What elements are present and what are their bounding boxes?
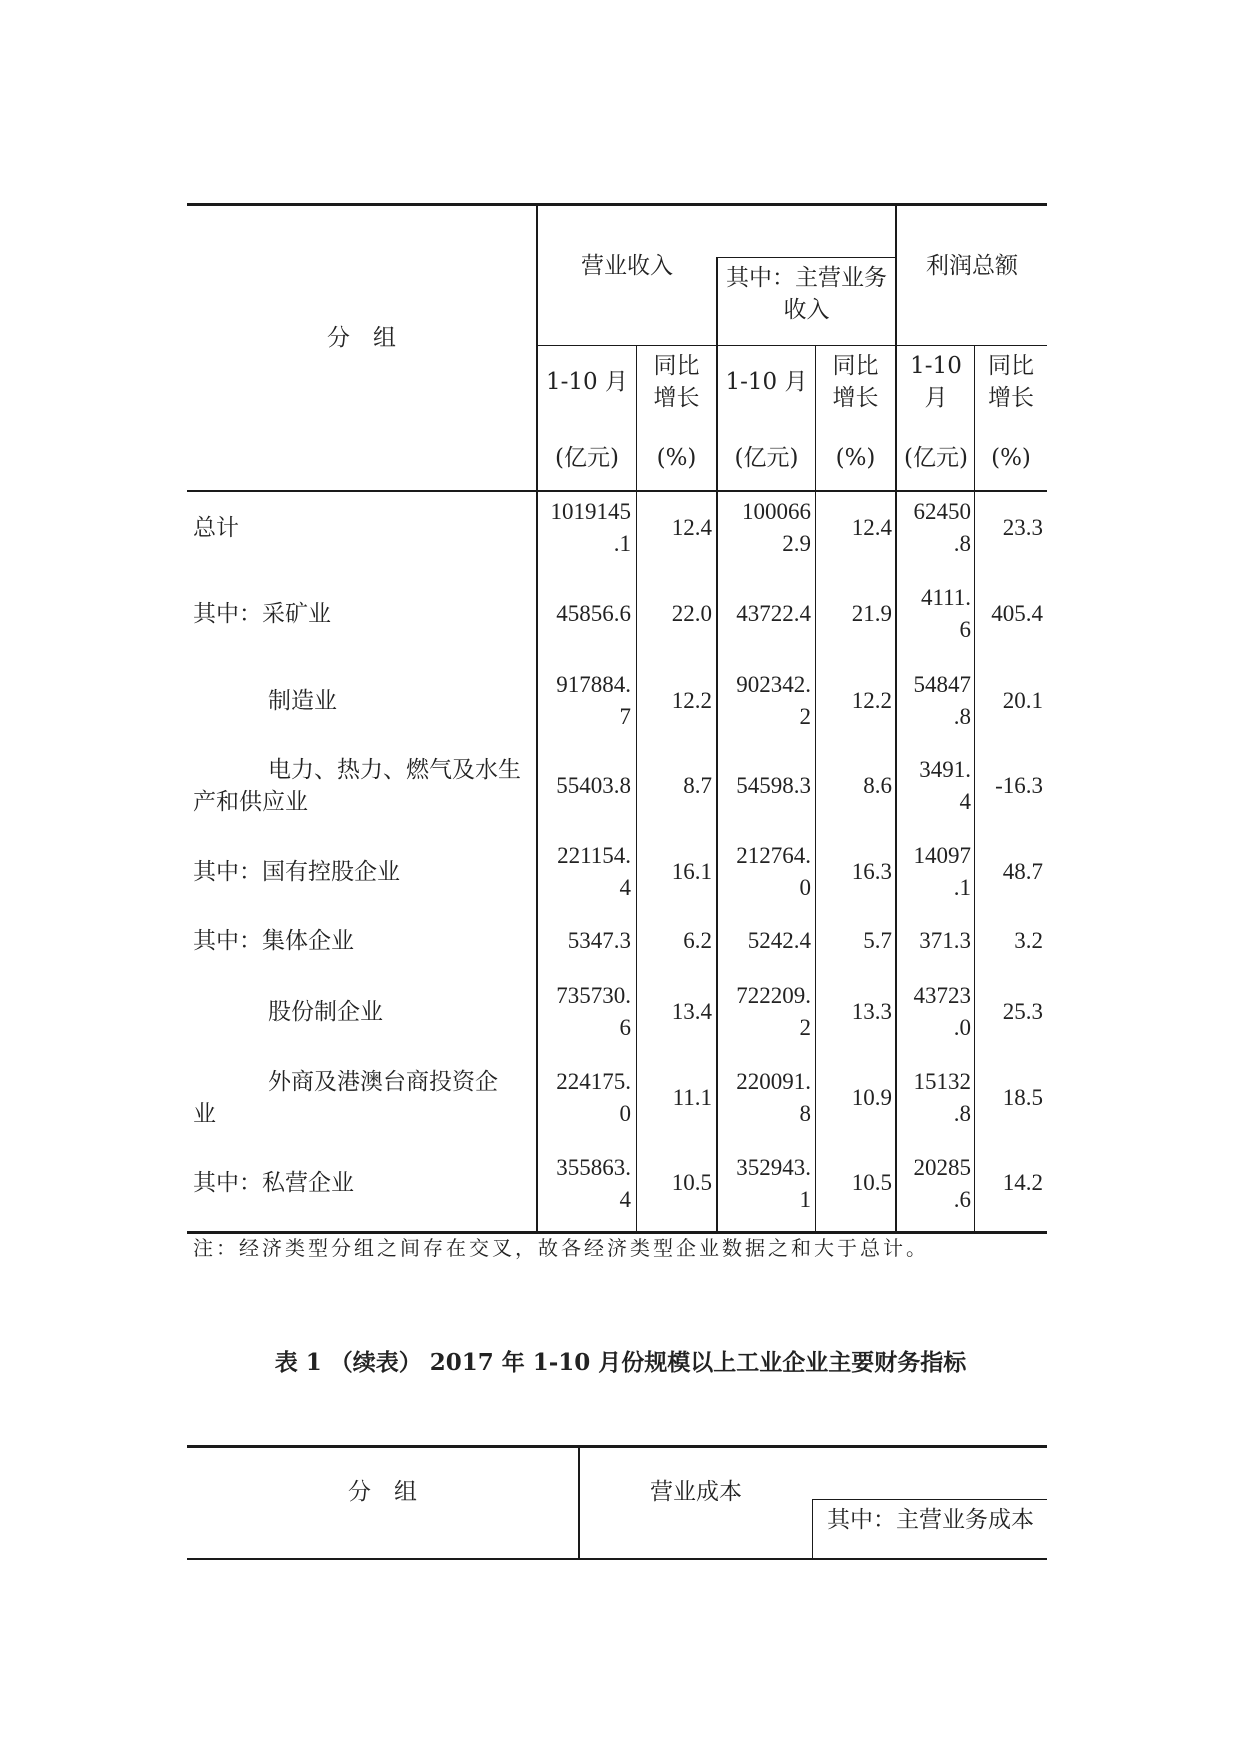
table1-footnote: 注：经济类型分组之间存在交叉，故各经济类型企业数据之和大于总计。 [193, 1236, 929, 1260]
cell-main-growth: 10.5 [851, 1170, 892, 1195]
cell-pro-amount: 54847 .8 [913, 672, 971, 729]
table2-vline-b [812, 1499, 813, 1559]
table2-title: 表 1 （续表） 2017 年 1-10 月份规模以上工业企业主要财务指标 [274, 1349, 967, 1376]
row-label: 其中：集体企业 [193, 928, 354, 954]
cell-main-growth: 10.9 [851, 1085, 892, 1110]
table2-bottom-rule [187, 1558, 1047, 1560]
cell-rev-growth: 16.1 [671, 859, 712, 884]
row-label: 其中：私营企业 [193, 1170, 354, 1196]
cell-pro-amount: 62450 .8 [913, 499, 971, 556]
cell-main-growth: 13.3 [851, 999, 892, 1024]
cell-rev-amount: 355863. 4 [556, 1155, 631, 1212]
unit-rev-pct: (%) [656, 445, 697, 471]
cell-rev-growth: 22.0 [671, 601, 712, 626]
cell-pro-amount: 14097 .1 [913, 843, 971, 900]
row-label: 其中：采矿业 [193, 601, 331, 627]
cell-rev-amount: 1019145 .1 [550, 499, 631, 556]
table1-group-header: 分 组 [327, 325, 396, 351]
cell-main-amount: 722209. 2 [736, 983, 811, 1040]
cell-pro-amount: 20285 .6 [913, 1155, 971, 1212]
table2-group-header: 分 组 [348, 1479, 417, 1505]
cell-pro-growth: 23.3 [1002, 515, 1043, 540]
cell-rev-growth: 6.2 [683, 928, 712, 953]
cell-pro-growth: 405.4 [991, 601, 1043, 626]
cell-main-growth: 8.6 [863, 773, 892, 798]
header-revenue: 营业收入 [581, 253, 673, 279]
cell-rev-amount: 917884. 7 [556, 672, 631, 729]
cell-pro-amount: 3491. 4 [919, 757, 971, 814]
cell-rev-amount: 5347.3 [567, 928, 631, 953]
unit-main-amount: (亿元) [734, 445, 799, 471]
cell-rev-amount: 224175. 0 [556, 1069, 631, 1126]
cell-pro-growth: 20.1 [1002, 688, 1043, 713]
table2-header-main-cost: 其中：主营业务成本 [827, 1507, 1034, 1533]
table1-header-rule [187, 490, 1047, 492]
sub-main-growth: 同比 增长 [832, 353, 879, 411]
header-profit: 利润总额 [926, 253, 1018, 279]
cell-rev-growth: 13.4 [671, 999, 712, 1024]
row-label: 外商及港澳台商投资企 业 [193, 1069, 498, 1127]
unit-pro-amount: (亿元) [904, 445, 968, 471]
cell-main-growth: 12.4 [851, 515, 892, 540]
table2-sub-rule [813, 1499, 1047, 1500]
sub-pro-period: 1-10 月 [910, 353, 962, 411]
table2-header-cost: 营业成本 [650, 1479, 742, 1505]
cell-main-amount: 5242.4 [747, 928, 811, 953]
cell-pro-growth: -16.3 [995, 773, 1043, 798]
cell-main-growth: 12.2 [851, 688, 892, 713]
row-label: 其中：国有控股企业 [193, 859, 400, 885]
cell-pro-growth: 3.2 [1014, 928, 1043, 953]
cell-rev-growth: 12.2 [671, 688, 712, 713]
cell-rev-growth: 11.1 [672, 1085, 712, 1110]
cell-pro-growth: 18.5 [1002, 1085, 1043, 1110]
table1-top-rule [187, 203, 1047, 206]
row-label: 制造业 [268, 688, 337, 714]
cell-main-amount: 212764. 0 [736, 843, 811, 900]
sub-rev-growth: 同比 增长 [653, 353, 700, 411]
cell-pro-growth: 14.2 [1002, 1170, 1043, 1195]
cell-main-amount: 54598.3 [736, 773, 811, 798]
sub-rev-period: 1-10 月 [546, 369, 628, 395]
table1-mid-rule-main [717, 257, 897, 258]
row-label: 总计 [193, 515, 239, 541]
cell-rev-growth: 12.4 [671, 515, 712, 540]
cell-pro-growth: 25.3 [1002, 999, 1043, 1024]
cell-rev-amount: 45856.6 [556, 601, 631, 626]
cell-main-amount: 100066 2.9 [742, 499, 811, 556]
cell-main-amount: 352943. 1 [736, 1155, 811, 1212]
row-label: 电力、热力、燃气及水生 产和供应业 [193, 757, 521, 815]
cell-main-growth: 16.3 [851, 859, 892, 884]
table1-mid-rule-right [897, 345, 1047, 346]
row-label: 股份制企业 [268, 999, 383, 1025]
sub-pro-growth: 同比 增长 [988, 353, 1034, 411]
cell-rev-amount: 735730. 6 [556, 983, 631, 1040]
cell-rev-growth: 8.7 [683, 773, 712, 798]
header-main-revenue: 其中：主营业务 收入 [726, 265, 887, 323]
cell-rev-growth: 10.5 [671, 1170, 712, 1195]
cell-main-amount: 220091. 8 [736, 1069, 811, 1126]
cell-main-growth: 21.9 [851, 601, 892, 626]
cell-pro-growth: 48.7 [1002, 859, 1043, 884]
cell-pro-amount: 4111. 6 [920, 585, 971, 642]
cell-main-amount: 902342. 2 [736, 672, 811, 729]
table2-top-rule [187, 1445, 1047, 1448]
cell-main-amount: 43722.4 [736, 601, 811, 626]
cell-pro-amount: 15132 .8 [913, 1069, 971, 1126]
cell-pro-amount: 371.3 [919, 928, 971, 953]
cell-rev-amount: 55403.8 [556, 773, 631, 798]
cell-pro-amount: 43723 .0 [913, 983, 971, 1040]
unit-main-pct: (%) [835, 445, 876, 471]
unit-rev-amount: (亿元) [555, 445, 619, 471]
cell-rev-amount: 221154. 4 [557, 843, 631, 900]
unit-pro-pct: (%) [991, 445, 1031, 471]
cell-main-growth: 5.7 [863, 928, 892, 953]
sub-main-period: 1-10 月 [725, 369, 808, 395]
